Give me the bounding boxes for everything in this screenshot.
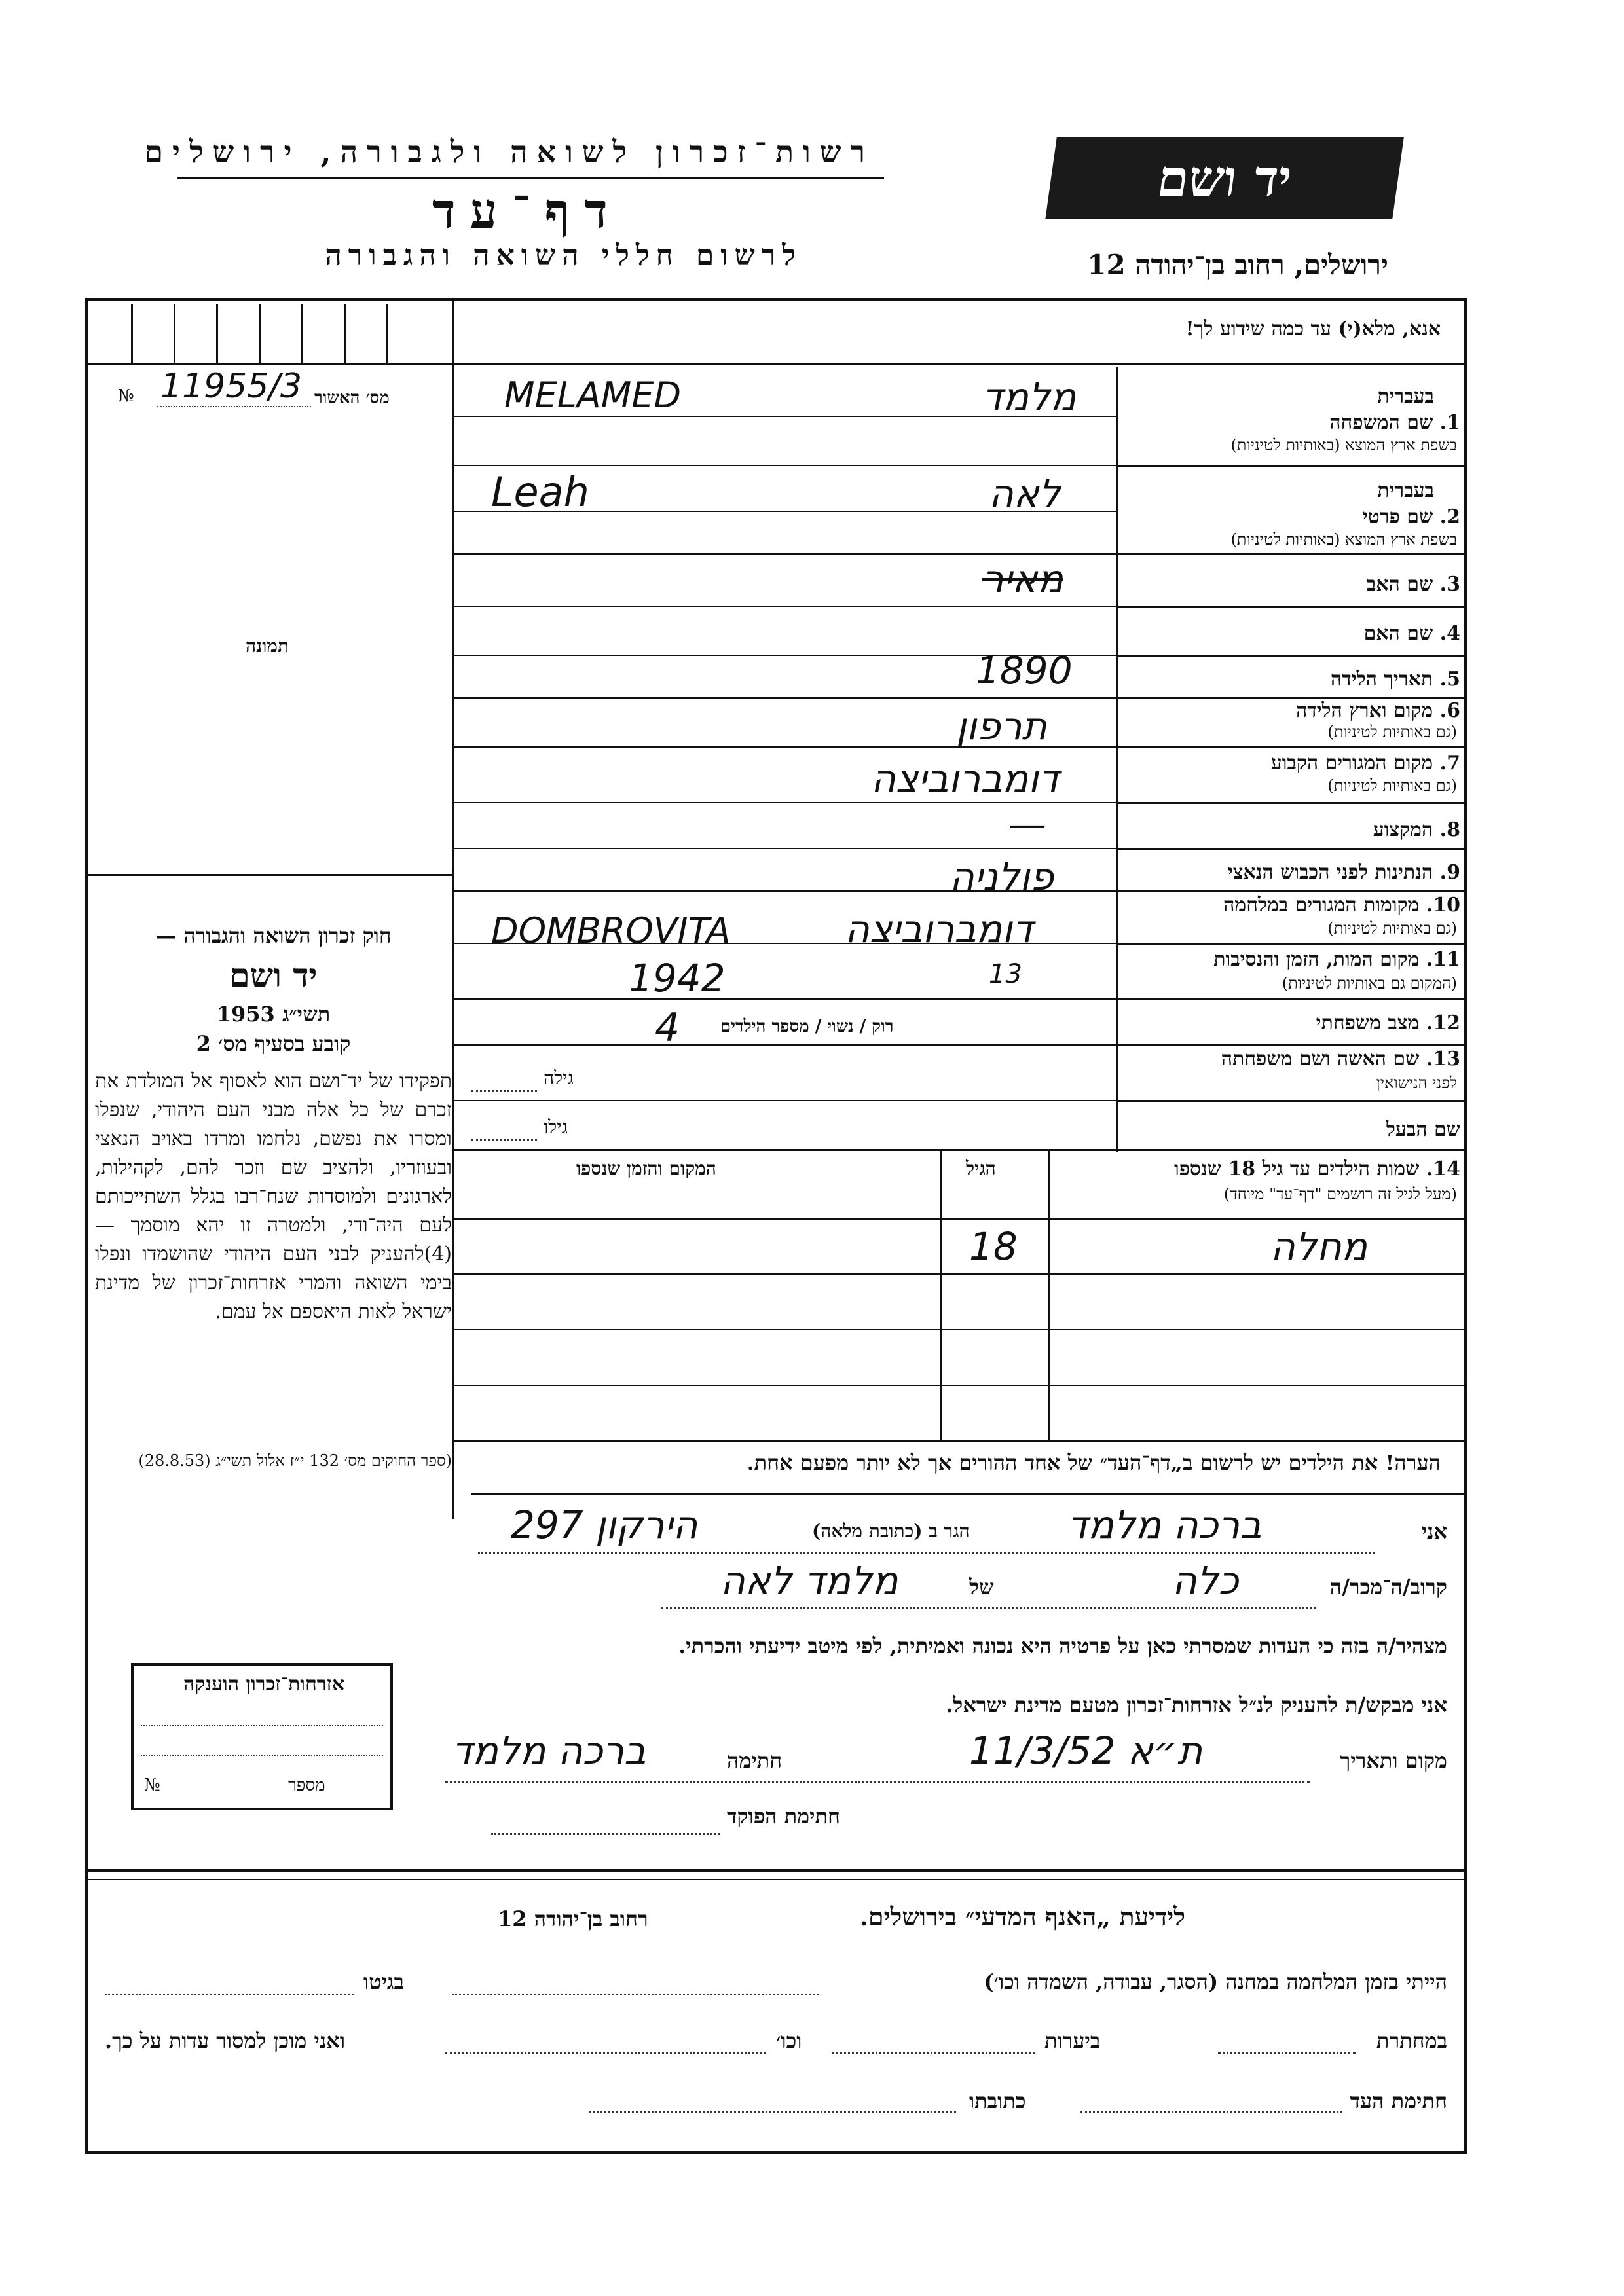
child-name: מחלה [1270, 1224, 1368, 1269]
field-7-label: 7. מקום המגורים הקבוע [1270, 752, 1460, 774]
row-line [1116, 1044, 1464, 1046]
request-text: אני מבקש/ת להעניק לנ״ל אזרחות־זכרון מטעם מדינת ישראל. [946, 1692, 1447, 1717]
approval-no-prefix: № [118, 386, 134, 406]
tickbox-sep [344, 304, 346, 363]
footer-forests: ביערות [1044, 2028, 1101, 2053]
row-line [1116, 655, 1464, 657]
section-line [452, 1149, 1464, 1151]
footer-ghetto: בגיטו [363, 1969, 404, 1994]
wartime-residence-latin: DOMBROVITA [491, 910, 731, 951]
row-line [1116, 848, 1464, 850]
children-age-header: הגיל [966, 1157, 996, 1179]
residence: דומברוביצה [871, 756, 1060, 801]
nationality: פולניה [950, 854, 1054, 899]
field-1-hebrew-tag: בעברית [1377, 385, 1434, 408]
field-10-sub: (גם באותיות לטיניות) [1327, 919, 1457, 938]
footer-top-line-2 [88, 1879, 1464, 1880]
law-title: חוק זכרון השואה והגבורה — [155, 923, 392, 948]
footer-camp-line: הייתי בזמן המלחמה במחנה (הסגר, עבודה, השמדה וכו׳) [984, 1969, 1447, 1994]
death-day: 13 [989, 959, 1022, 989]
value-line [452, 998, 1116, 1000]
row-line [1116, 553, 1464, 555]
footer-underground: במחתרת [1376, 2028, 1447, 2053]
field-1-label: 1. שם המשפחה [1329, 411, 1460, 434]
death-year: 1942 [629, 956, 726, 1000]
value-line [452, 465, 1116, 466]
citizenship-label: אזרחות־זכרון הוענקה [183, 1673, 345, 1696]
of-name: מלמד לאה [720, 1558, 898, 1603]
org-name: רשות־זכרון לשואה ולגבורה, ירושלים [144, 134, 874, 170]
value-line [452, 697, 1116, 699]
field-14-label: 14. שמות הילדים עד גיל 18 שנספו [1173, 1157, 1460, 1180]
child-age: 18 [969, 1224, 1018, 1269]
row-line [1116, 802, 1464, 804]
declarant-resides-label: הגר ב (כתובת מלאה) [812, 1520, 970, 1542]
citizenship-number-label: מספר [288, 1776, 325, 1795]
approval-number: 11955/3 [160, 367, 303, 406]
law-text: תפקידו של יד־ושם הוא לאסוף אל המולדת את זכרם של כל אלה מבני העם היהודי, שנפלו ומסרו את נפשם, נלחמו ומרדו באויב הנאצי ובעוזריו, ולהציב שם וזכר להם, לקהילות, לארגונים ולמוסדות שנח־רבו בגלל השתייכותם לעם היה־ודי, ולמטרה זו יהא מוסמך — (4)להעניק לבני העם היהודי שהושמדו ונפלו בימי השואה והמרי אזרחות־זכרון של מדינת ישראל לאות היאספם אל עמם. [95, 1070, 452, 1323]
field-11-label: 11. מקום המות, הזמן והנסיבות [1213, 948, 1460, 971]
declarant-i-label: אני [1421, 1519, 1447, 1544]
page-subtitle: לרשום חללי השואה והגבורה [325, 239, 802, 272]
place-date-value: ת״א 11/3/52 [969, 1728, 1203, 1773]
tickbox-sep [131, 304, 133, 363]
row-line [1116, 465, 1464, 467]
field-14-sub: (מעל לגיל זה רושמים "דף־עד" מיוחד) [1223, 1185, 1457, 1203]
ghetto-dots [105, 1994, 354, 1995]
declaration-text: מצהיר/ה בזה כי העדות שמסרתי כאן על פרטיה היא נכונה ואמיתית, לפי מיטב ידיעתי והכרתי. [678, 1633, 1447, 1658]
birthplace: תרפון [956, 704, 1047, 748]
field-13-label: 13. שם האשה ושם משפחתה [1221, 1048, 1460, 1070]
approval-label: מס׳ האשור [314, 388, 390, 408]
declarant-line [478, 1552, 1375, 1554]
forests-dots [832, 2052, 1035, 2054]
page-title: דף־עד [432, 183, 622, 240]
field-8-label: 8. המקצוע [1373, 818, 1460, 841]
sidebar-divider [452, 301, 454, 1519]
wartime-residence-hebrew: דומברוביצה [845, 907, 1033, 951]
wife-age-dots [471, 1090, 537, 1092]
firstname-hebrew: לאה [989, 471, 1061, 516]
declarant-signature: ברכה מלמד [452, 1728, 646, 1773]
yad-vashem-logo: יד ושם [1045, 137, 1404, 219]
children-header-line [452, 1218, 1464, 1220]
field-10-label: 10. מקומות המגורים במלחמה [1223, 894, 1460, 917]
field-3-label: 3. שם האב [1366, 573, 1460, 596]
header-underline [177, 177, 884, 179]
husband-age-dots [471, 1139, 537, 1141]
official-signature-label: חתימת הפוקד [727, 1804, 840, 1829]
firstname-latin: Leah [491, 468, 589, 516]
row-line [1116, 746, 1464, 748]
children-place-header: המקום והזמן שנספו [576, 1157, 716, 1179]
husband-age-label: גילו [544, 1116, 568, 1138]
footer-testimony: ואני מוכן למסור עדות על כך. [105, 2028, 346, 2053]
wife-age-label: גילה [544, 1067, 574, 1089]
photo-bottom [88, 874, 452, 876]
declarant-address: הירקון 297 [511, 1503, 698, 1547]
prompt-underline [452, 363, 1464, 365]
place-date-label: מקום ותאריך [1340, 1748, 1447, 1773]
children-row-line [452, 1329, 1464, 1330]
value-line [452, 848, 1116, 849]
field-9-label: 9. הנתינות לפני הכבוש הנאצי [1227, 861, 1460, 884]
label-column-divider [1116, 367, 1118, 1152]
tickbox-sep [174, 304, 175, 363]
note-underline [471, 1493, 1464, 1495]
children-count: 4 [655, 1005, 680, 1051]
field-2-label: 2. שם פרטי [1362, 505, 1460, 528]
marital-options: רוק / נשוי / מספר הילדים [720, 1017, 894, 1036]
approval-dots [157, 406, 311, 409]
row-line [1116, 606, 1464, 608]
field-5-label: 5. תאריך הלידה [1331, 668, 1460, 691]
footer-address-label: כתובתו [969, 2088, 1026, 2113]
underground-dots [1218, 2052, 1356, 2054]
row-line [1116, 943, 1464, 945]
field-6-sub: (גם באותיות לטיניות) [1327, 723, 1457, 741]
value-line [452, 1100, 1116, 1101]
of-label: של [969, 1575, 994, 1599]
relation-value: כלה [1172, 1558, 1239, 1603]
relation-line [661, 1607, 1316, 1609]
birth-date: 1890 [976, 648, 1073, 693]
photo-label: תמונה [246, 635, 289, 657]
field-2-hebrew-tag: בעברית [1377, 479, 1434, 502]
field-2-sub: בשפת ארץ המוצא (באותיות לטיניות) [1230, 530, 1457, 549]
field-11-sub: (המקום גם באותיות לטיניות) [1282, 974, 1457, 993]
surname-latin: MELAMED [504, 374, 682, 416]
children-row-line [452, 1385, 1464, 1386]
form-prompt: אנא, מלא(י) עד כמה שידוע לך! [1185, 318, 1441, 340]
father-name: מאיר [982, 556, 1063, 601]
field-6-label: 6. מקום וארץ הלידה [1295, 699, 1460, 722]
official-line [491, 1833, 720, 1835]
signature-line [445, 1781, 1310, 1783]
children-col-divider [940, 1151, 942, 1442]
law-reference: (ספר החוקים מס׳ 132 י״ז אלול תשי״ג (28.8.53) [138, 1451, 452, 1470]
value-line [452, 606, 1116, 607]
row-line [1116, 998, 1464, 1000]
row-line [1116, 1100, 1464, 1102]
field-1-sub: בשפת ארץ המוצא (באותיות לטיניות) [1230, 436, 1457, 454]
children-note: הערה! את הילדים יש לרשום ב„דף־העד״ של אחד ההורים אך לא יותר מפעם אחת. [747, 1450, 1441, 1475]
field-13-sub: לפני הנישואין [1376, 1074, 1457, 1092]
children-bottom-line [452, 1440, 1464, 1442]
citizenship-dots [141, 1725, 383, 1726]
law-name: יד ושם [229, 956, 318, 994]
children-row-line [452, 1273, 1464, 1275]
field-7-sub: (גם באותיות לטיניות) [1327, 776, 1457, 795]
relation-label: קרוב/ה־מכר/ה [1329, 1575, 1447, 1599]
law-clause: קובע בסעיף מס׳ 2 [196, 1031, 351, 1056]
citizenship-dots [141, 1755, 383, 1756]
footer-witness-sig: חתימת העד [1350, 2088, 1447, 2113]
witness-dots [1080, 2111, 1342, 2113]
citizenship-number-prefix: № [144, 1776, 160, 1795]
profession: — [1008, 802, 1046, 847]
children-col-divider [1048, 1151, 1050, 1442]
husband-label: שם הבעל [1386, 1118, 1460, 1141]
declarant-name: ברכה מלמד [1067, 1503, 1262, 1547]
footer-top-line [88, 1869, 1464, 1872]
camp-dots [452, 1994, 819, 1995]
tickbox-sep [386, 304, 388, 363]
header-address: ירושלים, רחוב בן־יהודה 12 [1087, 249, 1388, 281]
tickbox-sep [259, 304, 261, 363]
signature-label: חתימה [727, 1748, 783, 1773]
row-line [1116, 890, 1464, 892]
surname-hebrew: מלמד [982, 374, 1077, 419]
tickbox-sep [216, 304, 218, 363]
address-dots [589, 2111, 956, 2113]
etc-dots [445, 2052, 766, 2054]
law-year: תשי״ג 1953 [216, 1002, 331, 1027]
footer-title-address: רחוב בן־יהודה 12 [498, 1906, 648, 1931]
value-line [452, 553, 1116, 555]
tickbox-bottom [88, 363, 452, 365]
field-12-label: 12. מצב משפחתי [1316, 1011, 1460, 1034]
footer-etc: וכו׳ [776, 2028, 802, 2053]
footer-title: לידיעת „האנף המדעי״ בירושלים. [859, 1902, 1185, 1931]
tickbox-sep [301, 304, 303, 363]
value-line [452, 1044, 1116, 1046]
field-4-label: 4. שם האם [1363, 622, 1460, 645]
